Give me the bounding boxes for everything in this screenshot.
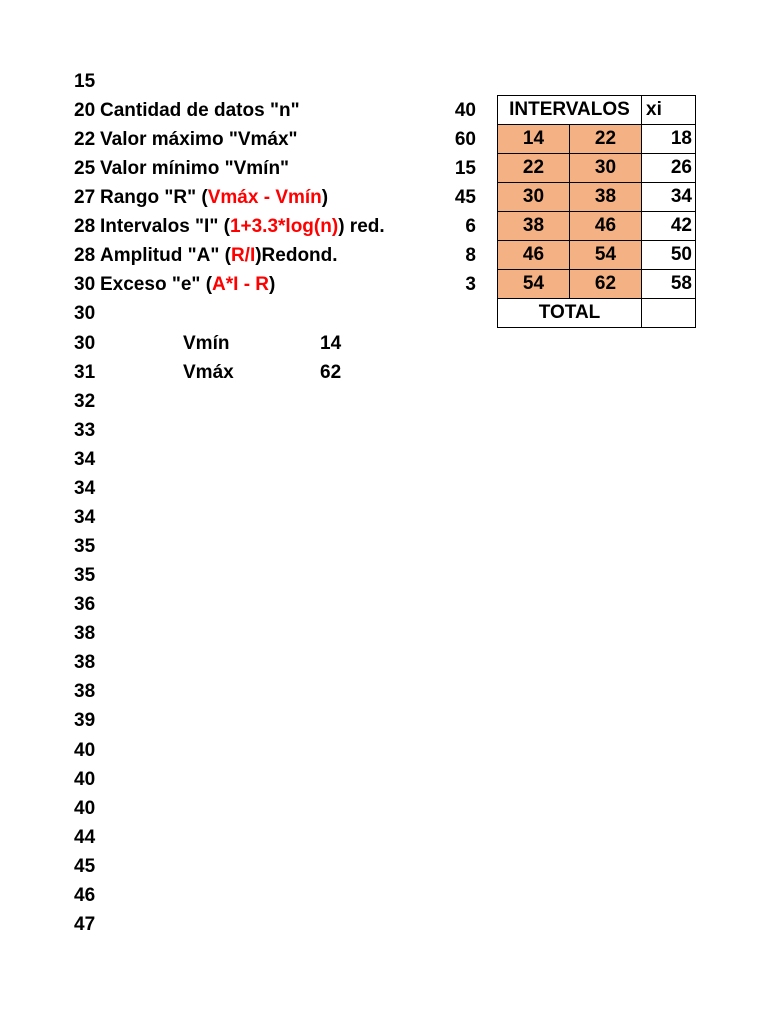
param-value-amplitud[interactable]: 8 — [465, 245, 476, 266]
total-label[interactable]: TOTAL — [498, 299, 642, 328]
param-label-suffix: ) — [321, 187, 329, 208]
data-cell[interactable]: 36 — [74, 594, 96, 615]
data-cell[interactable]: 30 — [74, 303, 96, 324]
param-formula: R/I — [230, 245, 256, 266]
interval-row — [498, 270, 696, 299]
param-label-amplitud[interactable] — [100, 241, 338, 270]
param-value-vmin[interactable]: 15 — [454, 158, 476, 179]
interval-low[interactable]: 46 — [498, 241, 570, 270]
interval-row — [498, 125, 696, 154]
data-cell[interactable]: 25 — [74, 158, 96, 179]
param-label-vmin[interactable] — [100, 154, 289, 183]
data-cell[interactable]: 28 — [74, 245, 96, 266]
total-row — [498, 299, 696, 328]
intervals-header-row — [498, 96, 696, 125]
xi-header[interactable]: xi — [642, 96, 696, 125]
data-cell[interactable]: 31 — [74, 362, 96, 383]
data-cell[interactable]: 38 — [74, 652, 96, 673]
param-formula: 1+3.3*log(n) — [229, 216, 339, 237]
vmax-label[interactable]: Vmáx — [183, 362, 234, 383]
param-label-suffix: ) — [269, 274, 276, 295]
param-value-exceso[interactable]: 3 — [465, 274, 476, 295]
interval-low[interactable]: 54 — [498, 270, 570, 299]
data-cell[interactable]: 28 — [74, 216, 96, 237]
param-label-n[interactable] — [100, 96, 300, 125]
param-value-intervalos[interactable]: 6 — [465, 216, 476, 237]
interval-high[interactable]: 38 — [570, 183, 642, 212]
data-cell[interactable]: 30 — [74, 274, 96, 295]
interval-low[interactable]: 22 — [498, 154, 570, 183]
interval-high[interactable]: 22 — [570, 125, 642, 154]
data-cell[interactable]: 47 — [74, 914, 96, 935]
interval-xi[interactable]: 18 — [642, 125, 696, 154]
data-cell[interactable]: 34 — [74, 478, 96, 499]
data-cell[interactable]: 32 — [74, 391, 96, 412]
interval-xi[interactable]: 26 — [642, 154, 696, 183]
intervals-table — [497, 95, 696, 328]
data-cell[interactable]: 34 — [74, 449, 96, 470]
data-cell[interactable]: 22 — [74, 129, 96, 150]
intervals-header[interactable]: INTERVALOS — [498, 96, 642, 125]
vmin-label[interactable]: Vmín — [183, 333, 230, 354]
param-label-text: Valor mínimo "Vmín" — [100, 158, 290, 179]
data-cell[interactable]: 30 — [74, 333, 96, 354]
data-cell[interactable]: 46 — [74, 885, 96, 906]
interval-high[interactable]: 46 — [570, 212, 642, 241]
param-value-n[interactable]: 40 — [454, 100, 476, 121]
data-cell[interactable]: 38 — [74, 681, 96, 702]
interval-low[interactable]: 30 — [498, 183, 570, 212]
data-cell[interactable]: 20 — [74, 100, 96, 121]
data-cell[interactable]: 33 — [74, 420, 96, 441]
data-cell[interactable]: 40 — [74, 769, 96, 790]
interval-row — [498, 154, 696, 183]
interval-xi[interactable]: 42 — [642, 212, 696, 241]
vmin-value[interactable]: 14 — [320, 333, 342, 354]
data-cell[interactable]: 39 — [74, 710, 96, 731]
interval-xi[interactable]: 50 — [642, 241, 696, 270]
data-cell[interactable]: 40 — [74, 740, 96, 761]
param-label-text: Exceso "e" ( — [100, 274, 213, 295]
param-label-text: Rango "R" ( — [100, 187, 208, 208]
param-label-suffix: )Redond. — [255, 245, 338, 266]
interval-row — [498, 183, 696, 212]
interval-xi[interactable]: 58 — [642, 270, 696, 299]
data-cell[interactable]: 34 — [74, 507, 96, 528]
interval-high[interactable]: 54 — [570, 241, 642, 270]
interval-high[interactable]: 62 — [570, 270, 642, 299]
data-cell[interactable]: 38 — [74, 623, 96, 644]
interval-row — [498, 241, 696, 270]
param-label-text: Cantidad de datos "n" — [100, 100, 300, 121]
data-cell[interactable]: 40 — [74, 798, 96, 819]
data-cell[interactable]: 35 — [74, 565, 96, 586]
param-label-suffix: ) red. — [338, 216, 385, 237]
total-value[interactable] — [642, 299, 696, 328]
param-value-vmax[interactable]: 60 — [454, 129, 476, 150]
data-cell[interactable]: 15 — [74, 71, 96, 92]
data-cell[interactable]: 27 — [74, 187, 96, 208]
param-formula: A*I - R — [212, 274, 270, 295]
interval-row — [498, 212, 696, 241]
interval-xi[interactable]: 34 — [642, 183, 696, 212]
interval-low[interactable]: 14 — [498, 125, 570, 154]
param-label-exceso[interactable] — [100, 270, 275, 299]
param-label-text: Amplitud "A" ( — [100, 245, 231, 266]
param-value-rango[interactable]: 45 — [454, 187, 476, 208]
data-cell[interactable]: 45 — [74, 856, 96, 877]
data-cell[interactable]: 44 — [74, 827, 96, 848]
interval-high[interactable]: 30 — [570, 154, 642, 183]
vmax-value[interactable]: 62 — [320, 362, 342, 383]
data-cell[interactable]: 35 — [74, 536, 96, 557]
param-label-text: Valor máximo "Vmáx" — [100, 129, 298, 150]
param-label-text: Intervalos "I" ( — [100, 216, 230, 237]
param-label-vmax[interactable] — [100, 125, 298, 154]
interval-low[interactable]: 38 — [498, 212, 570, 241]
param-formula: Vmáx - Vmín — [207, 187, 322, 208]
param-label-rango[interactable] — [100, 183, 328, 212]
param-label-intervalos[interactable] — [100, 212, 385, 241]
